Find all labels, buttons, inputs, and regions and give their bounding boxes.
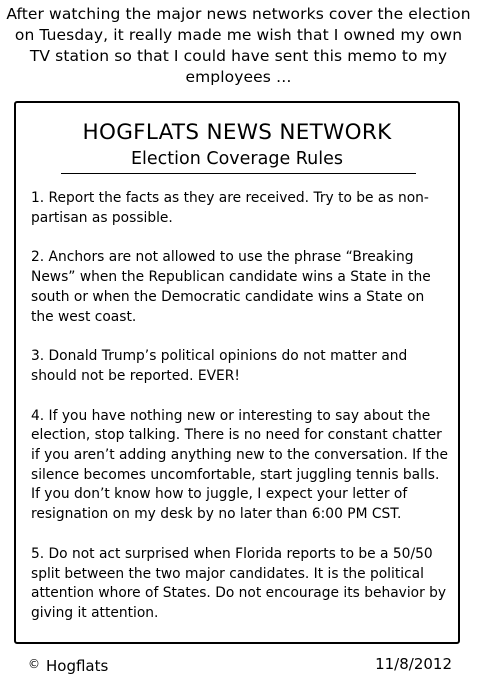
rule-item-4: 4. If you have nothing new or interesting to say about the election, stop talking. There is no need for constant chatter if you aren’t adding anything new to the conversation. If the silence becomes uncomfortable, start juggling tennis balls. If you don’t know how to juggle, I expect your letter of resignation on my desk by no later than 6:00 PM CST. [31, 407, 449, 523]
footer-copyright [28, 654, 108, 676]
rule-item-1: 1. Report the facts as they are received. Try to be as non-partisan as possible. [31, 190, 429, 226]
intro-caption: After watching the major news networks cover the election on Tuesday, it really made me wish that I owned my own TV station so that I could have sent this memo to my employees … [6, 5, 471, 86]
memo-panel [14, 101, 460, 644]
copyright-icon: © [28, 657, 40, 671]
rule-item-3: 3. Donald Trump’s political opinions do not matter and should not be reported. EVER! [31, 348, 408, 384]
memo-subtitle: Election Coverage Rules [130, 149, 343, 169]
title-divider [61, 173, 416, 174]
rule-item-5: 5. Do not act surprised when Florida reports to be a 50/50 split between the two major candidates. It is the political attention whore of States. Do not encourage its behavior by giving it attention. [31, 545, 447, 621]
rule-item-2: 2. Anchors are not allowed to use the phrase “Breaking News” when the Republican candidate wins a State in the south or when the Democratic candidate wins a State on the west coast. [31, 249, 431, 325]
memo-rules-list [31, 189, 449, 624]
footer-date: 11/8/2012 [375, 655, 452, 673]
memo-title: HOGFLATS NEWS NETWORK [82, 120, 392, 145]
copyright-name: Hogflats [46, 657, 109, 675]
